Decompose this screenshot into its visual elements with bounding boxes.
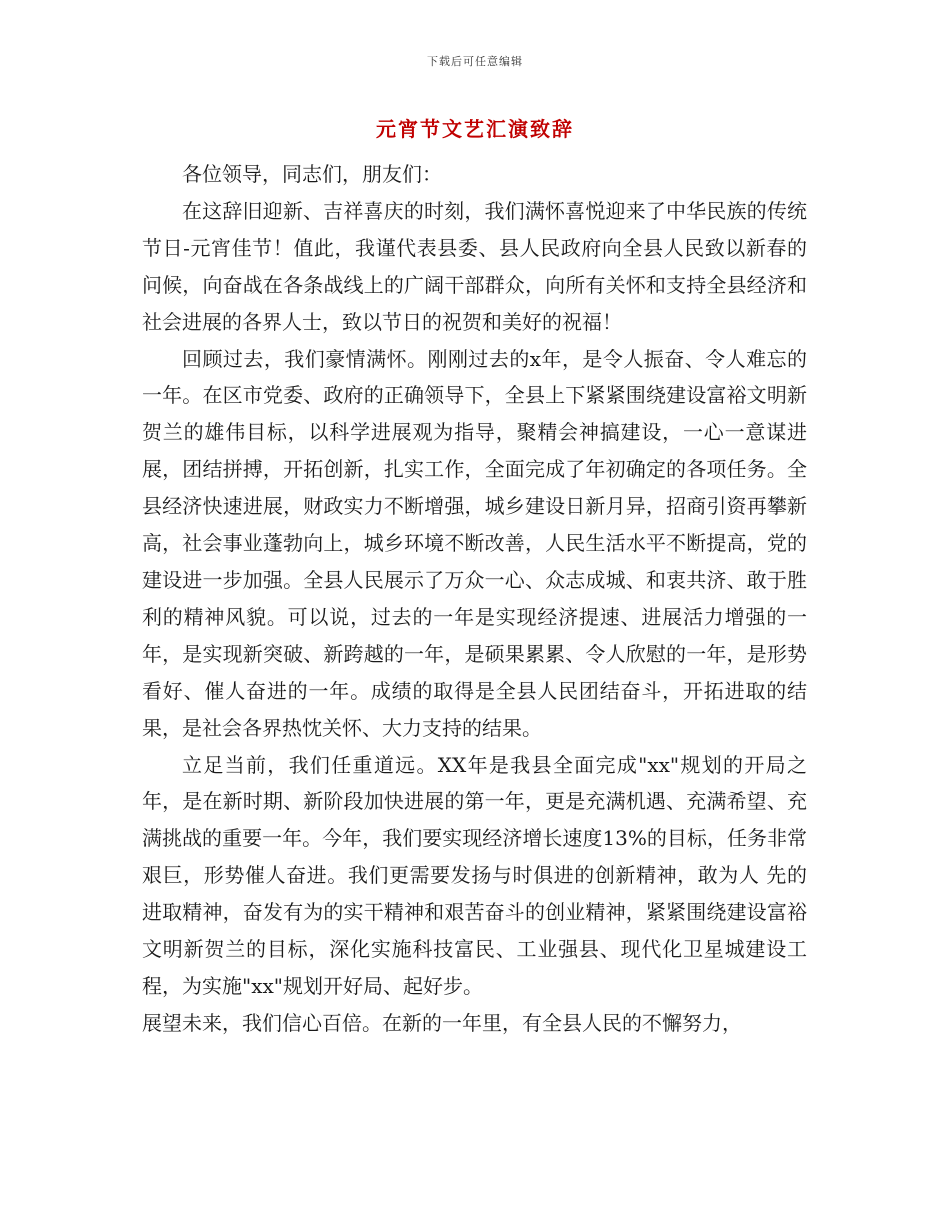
header-note: 下载后可任意编辑 (427, 55, 523, 68)
greeting-paragraph: 在这辞旧迎新、吉祥喜庆的时刻，我们满怀喜悦迎来了中华民族的传统节日-元宵佳节！值此，我谨代表县委、县人民政府向全县人民致以新春的问候，向奋战在各条战线上的广阔干部群众，向所有关怀和支持全县经济和社会进展的各界人士，致以节日的祝贺和美好的祝福！ (142, 198, 807, 334)
document-title: 元宵节文艺汇演致辞 (376, 117, 574, 141)
document-body (142, 156, 807, 1042)
outlook-paragraph: 展望未来，我们信心百倍。在新的一年里，有全县人民的不懈努力， (142, 1010, 742, 1035)
current-tasks-paragraph: 立足当前，我们任重道远。XX年是我县全面完成"xx"规划的开局之年，是在新时期、新阶段加快进展的第一年，更是充满机遇、充满希望、充满挑战的重要一年。今年，我们要实现经济增长速度13%的目标，任务非常艰巨，形势催人奋进。我们更需要发扬与时俱进的创新精神，敢为人 先的进取精神，奋发有为的实干精神和艰苦奋斗的创业精神，紧紧围绕建设富裕文明新贺兰的目标，深化实施科技富民、工业强县、现代化卫星城建设工程，为实施"xx"规划开好局、起好步。 (142, 752, 807, 998)
salutation-paragraph: 各位领导，同志们，朋友们： (182, 162, 442, 186)
review-paragraph: 回顾过去，我们豪情满怀。刚刚过去的x年，是令人振奋、令人难忘的一年。在区市党委、政府的正确领导下，全县上下紧紧围绕建设富裕文明新贺兰的雄伟目标，以科学进展观为指导，聚精会神搞建设，一心一意谋进展，团结拼搏，开拓创新，扎实工作，全面完成了年初确定的各项任务。全县经济快速进展，财政实力不断增强，城乡建设日新月异，招商引资再攀新高，社会事业蓬勃向上，城乡环境不断改善，人民生活水平不断提高，党的建设进一步加强。全县人民展示了万众一心、众志成城、和衷共济、敢于胜利的精神风貌。可以说，过去的一年是实现经济提速、进展活力增强的一年，是实现新突破、新跨越的一年，是硕果累累、令人欣慰的一年，是形势看好、催人奋进的一年。成绩的取得是全县人民团结奋斗，开拓进取的结果，是社会各界热忱关怀、大力支持的结果。 (142, 346, 807, 740)
